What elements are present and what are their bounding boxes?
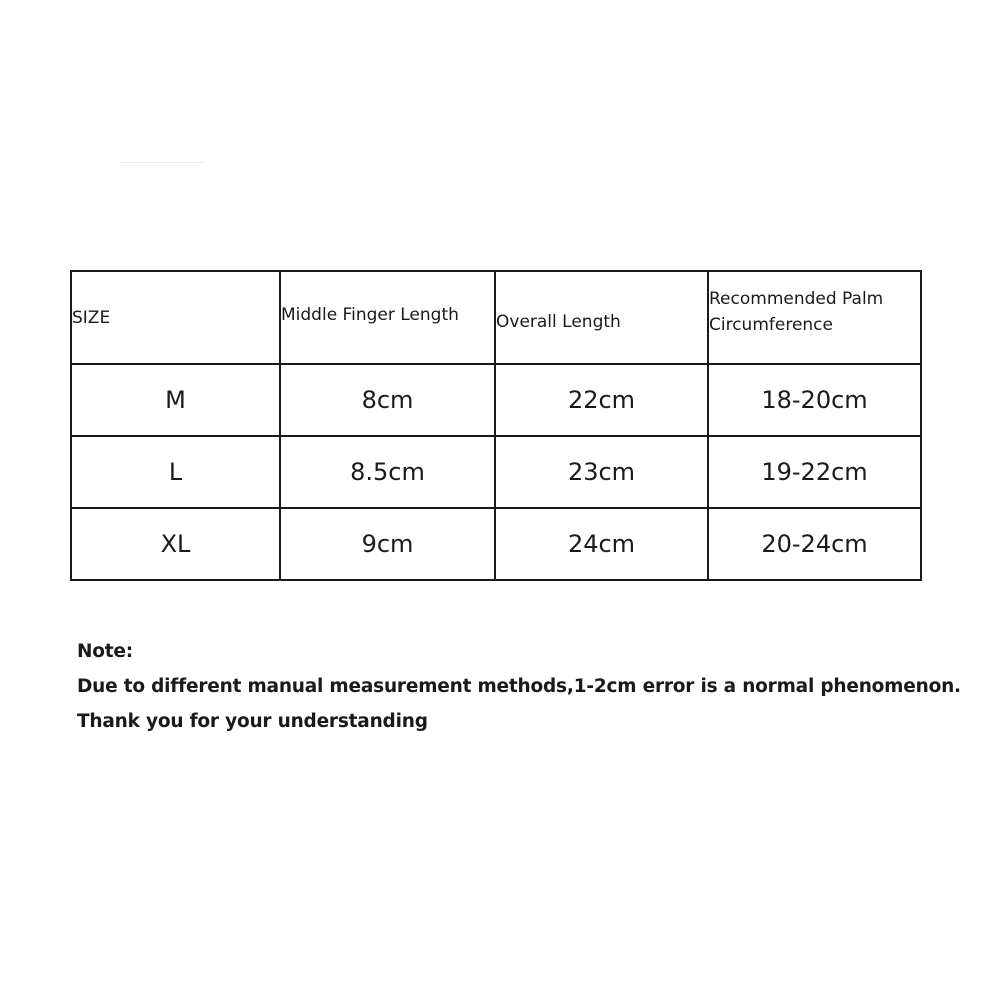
palm-cell: 20-24cm [708,508,921,580]
finger-cell: 9cm [280,508,495,580]
note-line-error: Due to different manual measurement methods,1-2cm error is a normal phenomenon. [77,676,961,697]
finger-cell: 8cm [280,364,495,436]
size-cell: L [71,436,280,508]
palm-cell: 18-20cm [708,364,921,436]
header-size: SIZE [71,271,280,364]
palm-cell: 19-22cm [708,436,921,508]
table-row [71,364,921,436]
decorative-divider [120,162,204,163]
overall-cell: 22cm [495,364,708,436]
table-row [71,508,921,580]
header-overall-length: Overall Length [495,271,708,364]
table-header-row [71,271,921,364]
size-cell: M [71,364,280,436]
overall-cell: 24cm [495,508,708,580]
note-title: Note: [77,641,133,662]
note-line-thanks: Thank you for your understanding [77,711,428,732]
table-row [71,436,921,508]
measurement-note [77,634,961,739]
size-chart-table [70,270,922,581]
finger-cell: 8.5cm [280,436,495,508]
size-cell: XL [71,508,280,580]
header-middle-finger-length: Middle Finger Length [280,271,495,364]
header-palm-circumference: Recommended Palm Circumference [708,271,921,364]
overall-cell: 23cm [495,436,708,508]
